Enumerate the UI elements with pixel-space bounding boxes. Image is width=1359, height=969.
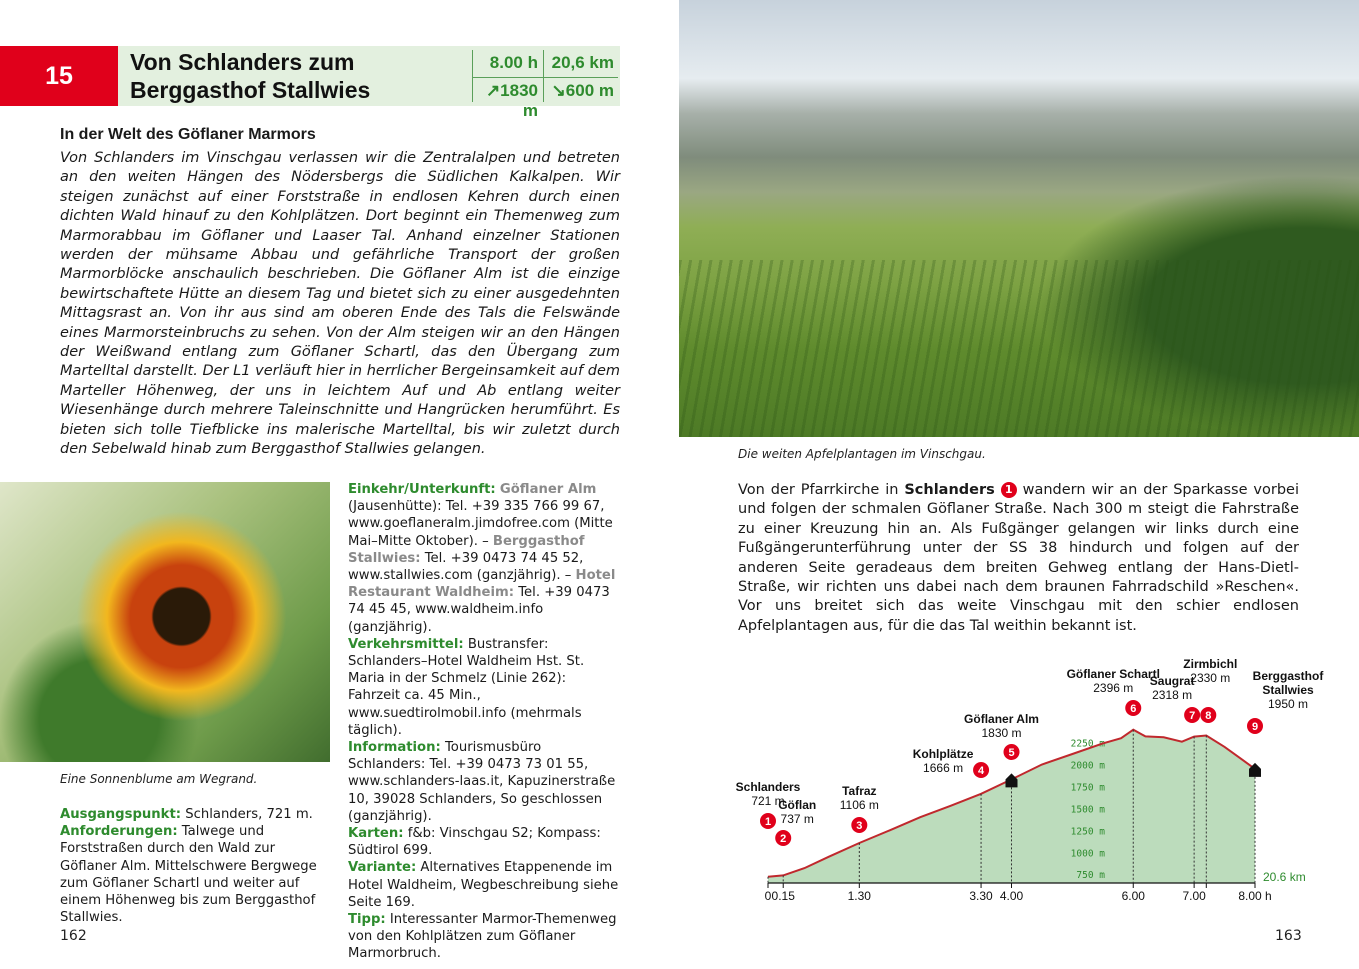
stat-divider-horizontal: [472, 77, 618, 78]
waypoint-marker-1: 1: [1001, 482, 1017, 498]
route-text-bold: Schlanders: [904, 482, 995, 498]
time-tick-label: 8.00 h: [1238, 889, 1272, 903]
waypoint-marker-number: 6: [1130, 703, 1137, 715]
waypoint-marker-number: 8: [1205, 710, 1212, 722]
waypoint-label: [942, 712, 1062, 740]
waypoint-elevation: 737 m: [780, 812, 814, 826]
time-tick-label: 6.00: [1121, 889, 1145, 903]
waypoint-name: Kohlplätze: [912, 747, 974, 761]
elevation-tick-label: 1000 m: [1070, 848, 1105, 860]
intro-heading: In der Welt des Göflaner Marmors: [60, 126, 316, 143]
time-tick-label: 0.15: [771, 889, 795, 903]
waypoint-elevation: 2330 m: [1190, 671, 1231, 685]
stage-title-line1: Von Schlanders zum: [130, 49, 355, 75]
waypoint-elevation: 2318 m: [1152, 688, 1193, 702]
route-text-part1: Von der Pfarrkirche in: [738, 482, 905, 498]
requirements-text: Talwege und Forststraßen durch den Wald zur Göflaner Alm. Mittelschwere Bergwege zum Göflaner Schartl und weiter auf einem Höhenweg bis zum Berggasthof Stallwies.: [60, 824, 317, 926]
karten-label: Karten:: [348, 826, 404, 842]
waypoint-elevation: 1950 m: [1267, 697, 1309, 711]
karten-text: f&b: Vinschgau S2; Kompass: Südtirol 699.: [348, 826, 601, 859]
variante-text: Alternatives Etappenende im Hotel Waldheim, Wegbeschreibung siehe Seite 169.: [348, 860, 619, 910]
goeflaner-alm-label: Göflaner Alm: [499, 482, 597, 497]
waypoint-name: Saugrat: [1149, 674, 1195, 688]
waypoint-elevation: 1106 m: [839, 798, 879, 812]
goeflaner-alm-text: (Jausenhütte): Tel. +39 335 766 99 67, www.goeflaneralm.jimdofree.com (Mitte Mai–Mitte Oktober). –: [348, 499, 613, 549]
waypoint-marker-number: 9: [1251, 721, 1259, 733]
elevation-tick-label: 750 m: [1076, 870, 1105, 882]
tipp-label: Tipp:: [348, 912, 386, 928]
start-text: Schlanders, 721 m.: [181, 807, 313, 822]
waypoint-name: Schlanders: [735, 780, 801, 794]
waypoint-marker-number: 5: [1008, 747, 1015, 759]
info-left: [60, 806, 330, 926]
waldheim-text: Tel. +39 0473 74 45 45, www.waldheim.info (ganzjährig).: [348, 585, 610, 635]
info-middle: [348, 481, 620, 963]
information-label: Information:: [348, 740, 441, 756]
waypoint-label: [883, 747, 1003, 775]
waypoint-name: Göflaner Schartl: [1066, 667, 1160, 681]
stat-divider-left: [472, 50, 473, 102]
elevation-tick-label: 1250 m: [1070, 826, 1105, 838]
duration: 8.00 h: [489, 53, 538, 72]
hut-icon: [1006, 773, 1018, 787]
waypoint-elevation: 1666 m: [923, 761, 964, 775]
sunflower-photo: [0, 482, 330, 762]
ascent: ↗1830 m: [485, 81, 538, 120]
verkehr-label: Verkehrsmittel:: [348, 636, 464, 652]
route-text-part2: wandern wir an der Sparkasse vorbei und folgen der schmalen Göflaner Straße. Nach 300 m steigt die Fahrstraße zu einer Kreuzung hin an. Als Fußgänger gelangen wir links durch eine Fußgängerunterführung unter der SS 38 hindurch und folgen auf der anderen Seite geradeaus dem breiten Gehweg entlang der Hans-Dietl-Straße, wir richten uns dabei nach dem braunen Fahrradschild »Reschen«. Vor uns breitet sich das weite Vinschgau mit den schier endlosen Apfelplantagen aus, für die das Tal weithin bekannt ist.: [738, 482, 1299, 634]
waldheim-label: Hotel Restaurant Waldheim:: [348, 568, 616, 601]
valley-caption: Die weiten Apfelplantagen im Vinschgau.: [738, 447, 986, 461]
route-description: [738, 481, 1299, 636]
waypoint-name: Tafraz: [842, 784, 877, 798]
variante-label: Variante:: [348, 860, 417, 876]
stallwies-label: Berggasthof Stallwies:: [348, 533, 585, 566]
page-number-right: 163: [1275, 928, 1302, 944]
descent: ↘600 m: [551, 81, 614, 100]
time-tick-label: 7.00: [1182, 889, 1206, 903]
waypoint-label: [1228, 669, 1348, 711]
tipp-text: Interessanter Marmor-Themenweg von den Kohlplätzen zum Göflaner Marmorbruch.: [348, 912, 617, 962]
elevation-tick-label: 2000 m: [1070, 760, 1105, 772]
stage-number: 15: [0, 46, 118, 106]
waypoint-marker-number: 1: [764, 816, 772, 828]
time-tick-label: 1.30: [847, 889, 871, 903]
sunflower-caption: Eine Sonnenblume am Wegrand.: [60, 772, 258, 786]
stallwies-text: Tel. +39 0473 74 45 52, www.stallwies.com (ganzjährig). –: [348, 550, 584, 584]
waypoint-marker-number: 2: [780, 833, 787, 845]
waypoint-name: Göflan: [778, 798, 817, 812]
waypoint-marker-number: 3: [856, 820, 863, 832]
distance: 20,6 km: [551, 53, 614, 72]
time-tick-label: 0: [764, 889, 772, 903]
waypoint-name: Göflaner Alm: [964, 712, 1039, 726]
intro-text: Von Schlanders im Vinschgau verlassen wir die Zentralalpen und betreten an den weiten Hängen des Nödersbergs die Südlichen Kalkalpen. Wir steigen zunächst auf einer Forststraße in endlosen Kehren durch einen dichten Wald hinauf zu den Kohlplätzen. Dort beginnt ein Themenweg zum Marmorabbau im Göflaner und Laaser Tal. Anhand einzelner Stationen werden der mühsame Abbau und gefährliche Transport der großen Marmorblöcke anschaulich beschrieben. Die Göflaner Alm ist die einzige bewirtschaftete Hütte an diesem Tag und bietet sich zu einer ausgedehnten Mittagsrast an. Von ihr aus sind am oberen Ende des Tals die Felswände eines Marmorsteinbruchs zu sehen. Von der Alm steigen wir an den Hängen der Weißwand entlang zum Göflaner Schartl, das den Übergang zum Martelltal darstellt. Der L1 verläuft hier in herrlicher Bergeinsamkeit auf dem Marteller Höhenweg, der uns in leichtem Auf und Ab entlang weiter Wiesenhänge durch mehrere Taleinschnitte und Hangrücken herumführt. Es bieten sich tolle Tiefblicke ins malerische Martelltal, bis wir zuletzt durch den Sebelwald hinab zum Berggasthof Stallwies gelangen.: [60, 150, 620, 458]
orchard-rows-texture: [679, 260, 1359, 437]
time-tick-label: 3.30: [969, 889, 993, 903]
requirements-label: Anforderungen:: [60, 824, 178, 840]
time-tick-label: 4.00: [999, 889, 1024, 903]
einkehr-label: Einkehr/Unterkunft:: [348, 482, 496, 497]
verkehr-text: Bustransfer: Schlanders–Hotel Waldheim Hst. St. Maria in der Schmelz (Linie 262): Fahrzeit ca. 45 Min., www.suedtirolmobil.info (mehrmals täglich).: [348, 636, 585, 738]
elevation-tick-label: 2250 m: [1070, 738, 1105, 750]
page-number-left: 162: [60, 928, 87, 944]
start-label: Ausgangspunkt:: [60, 807, 182, 822]
information-text: Tourismusbüro Schlanders: Tel. +39 0473 73 01 55, www.schlanders-laas.it, Kapuzinerstraße 10, 39028 Schlanders, So geschlossen (ganzjährig).: [348, 740, 616, 824]
waypoint-marker-number: 4: [978, 765, 985, 777]
stage-title: [130, 48, 470, 104]
stat-divider-vertical: [543, 50, 544, 102]
stage-title-line2: Berggasthof Stallwies: [130, 77, 371, 103]
elevation-tick-label: 1750 m: [1070, 782, 1105, 794]
waypoint-name: Berggasthof Stallwies: [1252, 669, 1324, 697]
waypoint-elevation: 721 m: [751, 794, 785, 808]
waypoint-marker-number: 7: [1189, 710, 1196, 722]
waypoint-name: Zirmbichl: [1183, 657, 1238, 671]
elevation-tick-label: 1500 m: [1070, 804, 1105, 816]
distance-label: 20.6 km: [1263, 870, 1306, 884]
waypoint-elevation: 2396 m: [1093, 681, 1134, 695]
waypoint-elevation: 1830 m: [981, 726, 1022, 740]
waypoint-label: [799, 784, 919, 812]
